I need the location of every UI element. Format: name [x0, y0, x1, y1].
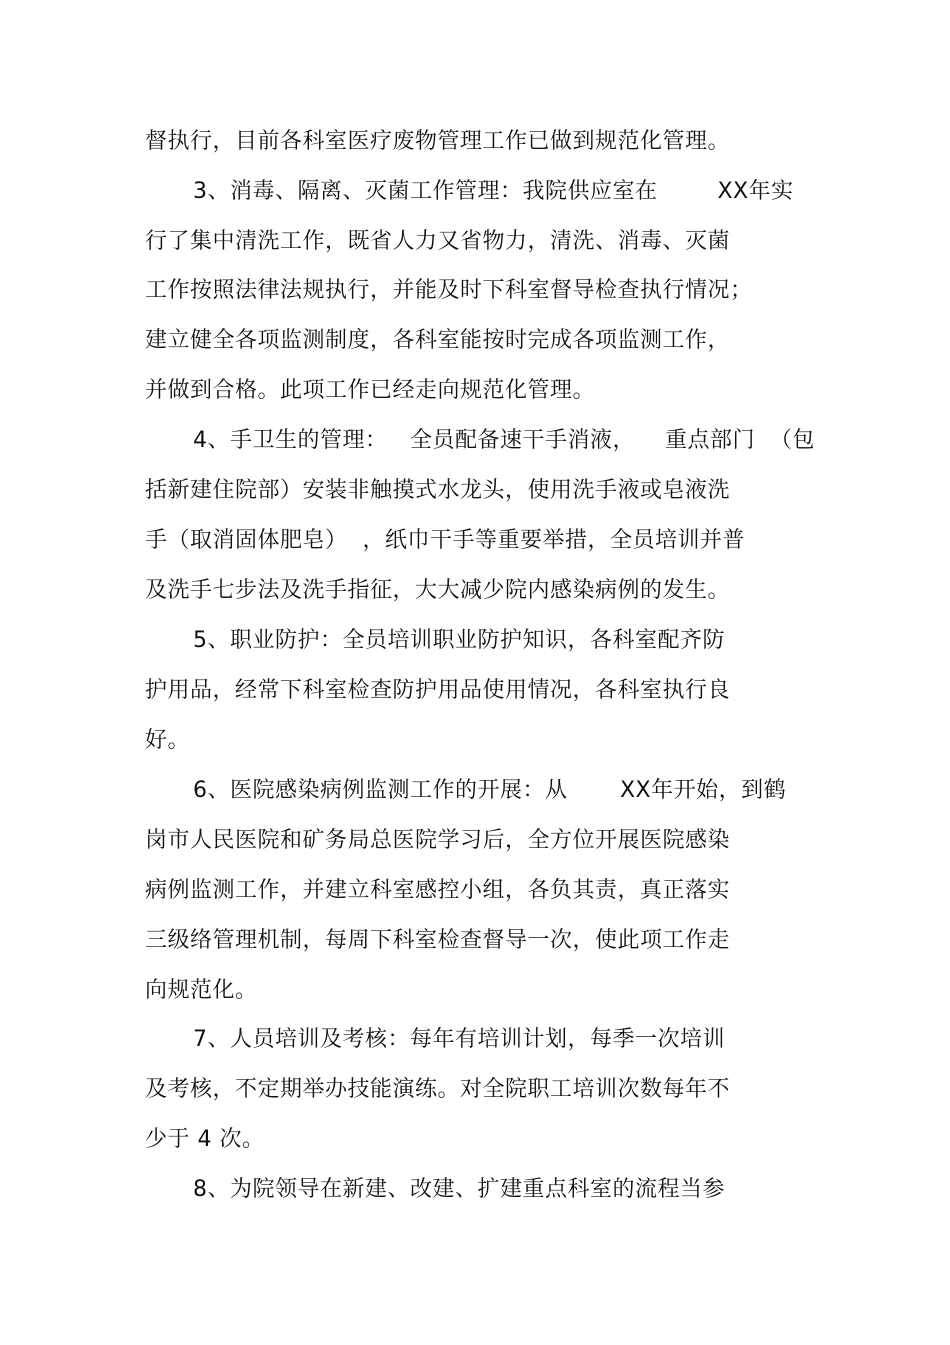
text-line: 8、为院领导在新建、改建、扩建重点科室的流程当参: [193, 1177, 725, 1202]
text-line: 三级络管理机制，每周下科室检查督导一次，使此项工作走: [145, 928, 731, 953]
text-line: 行了集中清洗工作，既省人力又省物力，清洗、消毒、灭菌: [145, 229, 731, 254]
text-line: 好。: [145, 728, 191, 753]
text-line: 及考核，不定期举办技能演练。对全院职工培训次数每年不: [145, 1077, 731, 1102]
text-line: 7、人员培训及考核：每年有培训计划，每季一次培训: [193, 1027, 725, 1052]
text-line: 向规范化。: [145, 978, 258, 1003]
text-line: 6、医院感染病例监测工作的开展：从 XX年开始，到鹤: [193, 778, 787, 803]
text-line: 工作按照法律法规执行，并能及时下科室督导检查执行情况；: [145, 278, 753, 303]
text-line: 督执行，目前各科室医疗废物管理工作已做到规范化管理。: [145, 129, 731, 154]
text-line: 及洗手七步法及洗手指征，大大减少院内感染病例的发生。: [145, 578, 731, 603]
text-line: 护用品，经常下科室检查防护用品使用情况，各科室执行良: [145, 678, 731, 703]
text-line: 4、手卫生的管理： 全员配备速干手消液， 重点部门 （包: [193, 428, 815, 453]
text-line: 病例监测工作，并建立科室感控小组，各负其责，真正落实: [145, 878, 731, 903]
text-line: 3、消毒、隔离、灭菌工作管理：我院供应室在 XX年实: [193, 179, 794, 204]
text-line: 岗市人民医院和矿务局总医院学习后，全方位开展医院感染: [145, 828, 731, 853]
text-line: 并做到合格。此项工作已经走向规范化管理。: [145, 378, 596, 403]
text-line: 少于 4 次。: [145, 1127, 265, 1152]
text-line: 括新建住院部）安装非触摸式水龙头，使用洗手液或皂液洗: [145, 478, 731, 503]
text-line: 手（取消固体肥皂） ，纸巾干手等重要举措，全员培训并普: [145, 528, 745, 553]
text-line: 5、职业防护：全员培训职业防护知识，各科室配齐防: [193, 628, 725, 653]
text-line: 建立健全各项监测制度，各科室能按时完成各项监测工作，: [145, 328, 731, 353]
